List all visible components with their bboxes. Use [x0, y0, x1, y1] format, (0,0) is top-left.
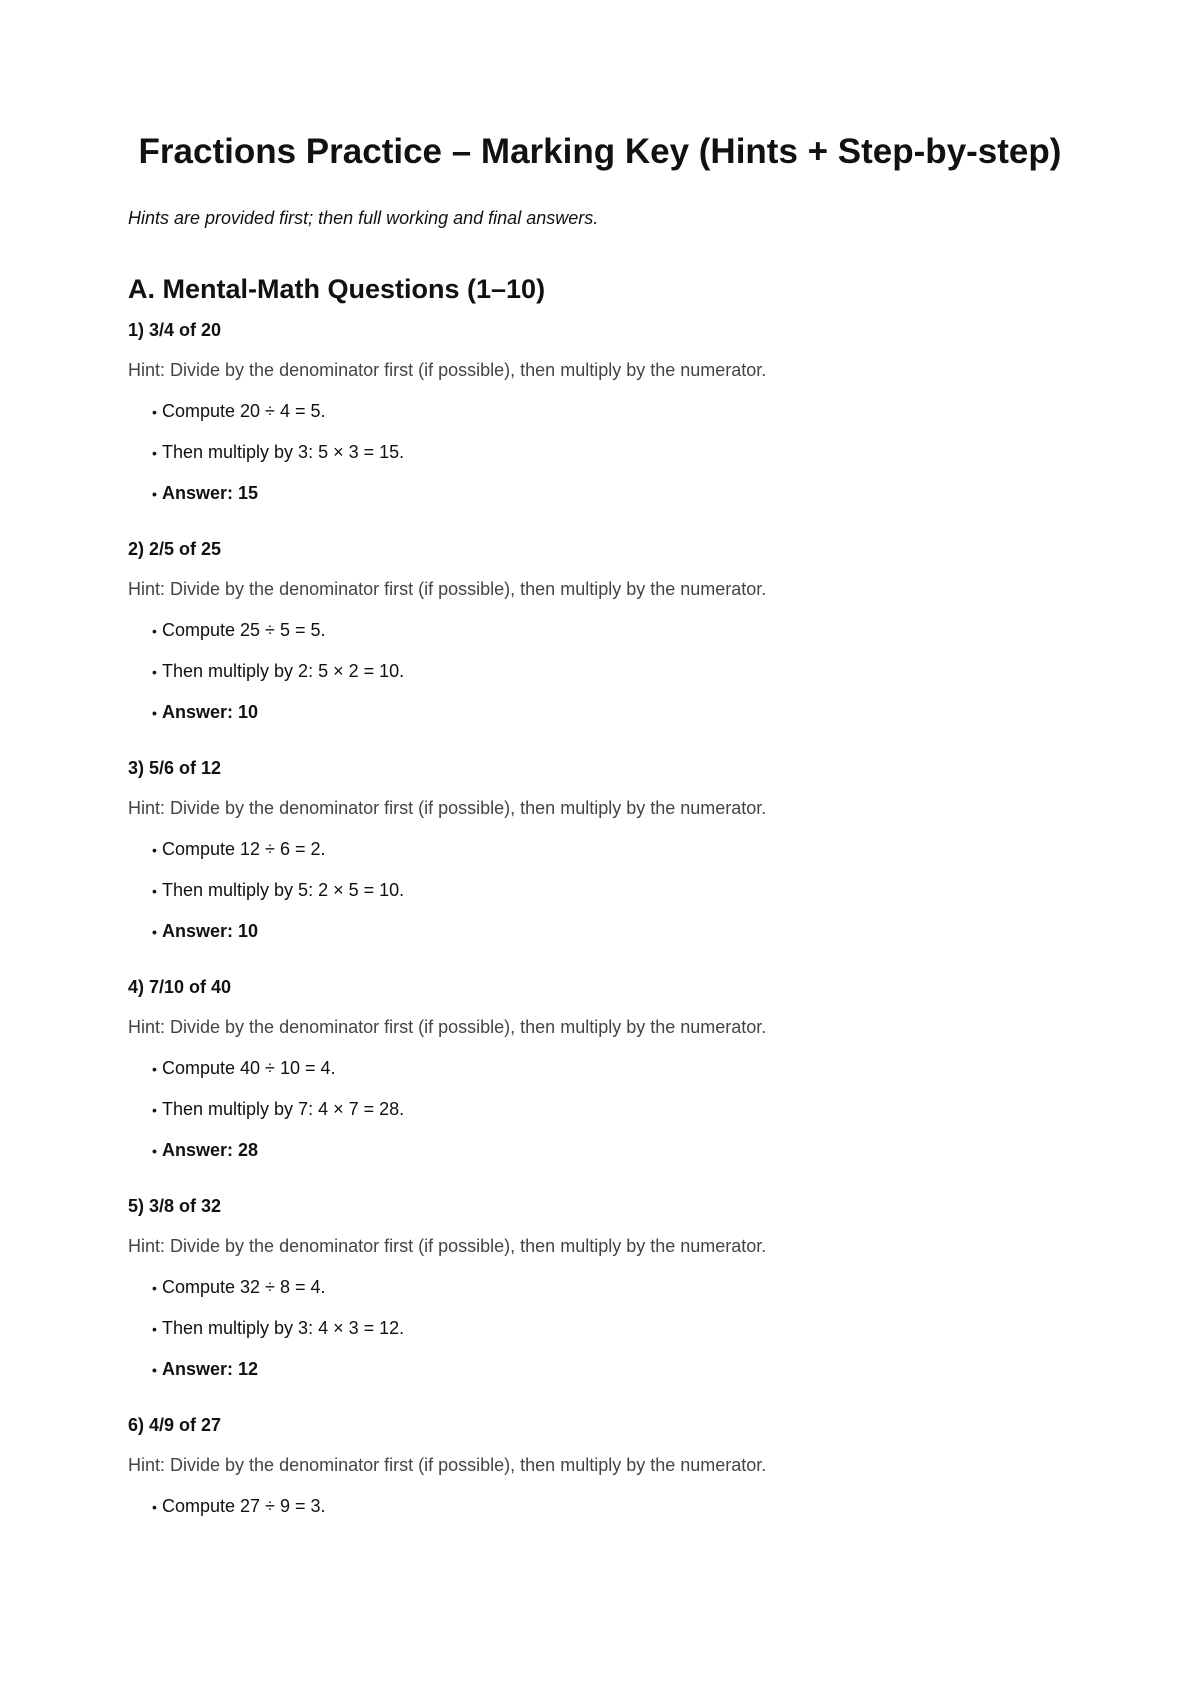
step-text: Compute 40 ÷ 10 = 4.: [162, 1058, 336, 1078]
answer-text: Answer: 28: [162, 1140, 259, 1160]
question-item: [128, 1413, 1072, 1518]
bullet-icon: •: [152, 842, 157, 858]
question-item: [128, 975, 1072, 1162]
question-item: [128, 1194, 1072, 1381]
step-text: Then multiply by 3: 4 × 3 = 12.: [162, 1318, 405, 1338]
section-heading: A. Mental-Math Questions (1–10): [128, 274, 546, 304]
question-hint: Hint: Divide by the denominator first (if possible), then multiply by the numerator.: [128, 360, 767, 380]
question-item: [128, 318, 1072, 505]
step-item: [128, 1494, 1072, 1518]
bullet-icon: •: [152, 445, 157, 461]
step-text: Compute 32 ÷ 8 = 4.: [162, 1277, 326, 1297]
step-text: Then multiply by 2: 5 × 2 = 10.: [162, 661, 405, 681]
question-hint: Hint: Divide by the denominator first (if possible), then multiply by the numerator.: [128, 579, 767, 599]
document-title: Fractions Practice – Marking Key (Hints + Step-by-step): [138, 132, 1062, 171]
bullet-icon: •: [152, 1321, 157, 1337]
question-item: [128, 537, 1072, 724]
document-subtitle: Hints are provided first; then full working and final answers.: [128, 208, 599, 228]
question-hint: Hint: Divide by the denominator first (if possible), then multiply by the numerator.: [128, 1236, 767, 1256]
question-title: 2) 2/5 of 25: [128, 539, 222, 559]
question-hint: Hint: Divide by the denominator first (if possible), then multiply by the numerator.: [128, 798, 767, 818]
bullet-icon: •: [152, 1102, 157, 1118]
step-text: Compute 20 ÷ 4 = 5.: [162, 401, 326, 421]
question-list: [128, 318, 1072, 1518]
step-list: [128, 837, 1072, 943]
bullet-icon: •: [152, 1143, 157, 1159]
answer-text: Answer: 12: [162, 1359, 259, 1379]
answer-item: [128, 481, 1072, 505]
bullet-icon: •: [152, 705, 157, 721]
bullet-icon: •: [152, 883, 157, 899]
step-item: [128, 659, 1072, 683]
step-item: [128, 399, 1072, 423]
question-title: 4) 7/10 of 40: [128, 977, 232, 997]
bullet-icon: •: [152, 664, 157, 680]
question-hint: Hint: Divide by the denominator first (if possible), then multiply by the numerator.: [128, 1017, 767, 1037]
answer-item: [128, 1357, 1072, 1381]
question-item: [128, 756, 1072, 943]
step-text: Compute 25 ÷ 5 = 5.: [162, 620, 326, 640]
bullet-icon: •: [152, 924, 157, 940]
bullet-icon: •: [152, 1280, 157, 1296]
step-item: [128, 1056, 1072, 1080]
question-hint: Hint: Divide by the denominator first (if possible), then multiply by the numerator.: [128, 1455, 767, 1475]
step-list: [128, 1056, 1072, 1162]
question-title: 1) 3/4 of 20: [128, 320, 222, 340]
question-title: 5) 3/8 of 32: [128, 1196, 222, 1216]
bullet-icon: •: [152, 1499, 157, 1515]
step-item: [128, 618, 1072, 642]
bullet-icon: •: [152, 1061, 157, 1077]
bullet-icon: •: [152, 623, 157, 639]
answer-item: [128, 919, 1072, 943]
answer-text: Answer: 10: [162, 921, 259, 941]
step-item: [128, 1097, 1072, 1121]
step-text: Compute 27 ÷ 9 = 3.: [162, 1496, 326, 1516]
step-text: Then multiply by 7: 4 × 7 = 28.: [162, 1099, 405, 1119]
step-item: [128, 837, 1072, 861]
bullet-icon: •: [152, 404, 157, 420]
answer-item: [128, 700, 1072, 724]
step-item: [128, 440, 1072, 464]
bullet-icon: •: [152, 1362, 157, 1378]
step-list: [128, 1275, 1072, 1381]
question-title: 3) 5/6 of 12: [128, 758, 222, 778]
answer-text: Answer: 10: [162, 702, 259, 722]
step-list: [128, 618, 1072, 724]
step-item: [128, 1316, 1072, 1340]
answer-text: Answer: 15: [162, 483, 259, 503]
step-item: [128, 878, 1072, 902]
step-text: Then multiply by 3: 5 × 3 = 15.: [162, 442, 405, 462]
step-item: [128, 1275, 1072, 1299]
step-list: [128, 1494, 1072, 1518]
step-text: Then multiply by 5: 2 × 5 = 10.: [162, 880, 405, 900]
answer-item: [128, 1138, 1072, 1162]
question-title: 6) 4/9 of 27: [128, 1415, 222, 1435]
step-text: Compute 12 ÷ 6 = 2.: [162, 839, 326, 859]
step-list: [128, 399, 1072, 505]
bullet-icon: •: [152, 486, 157, 502]
